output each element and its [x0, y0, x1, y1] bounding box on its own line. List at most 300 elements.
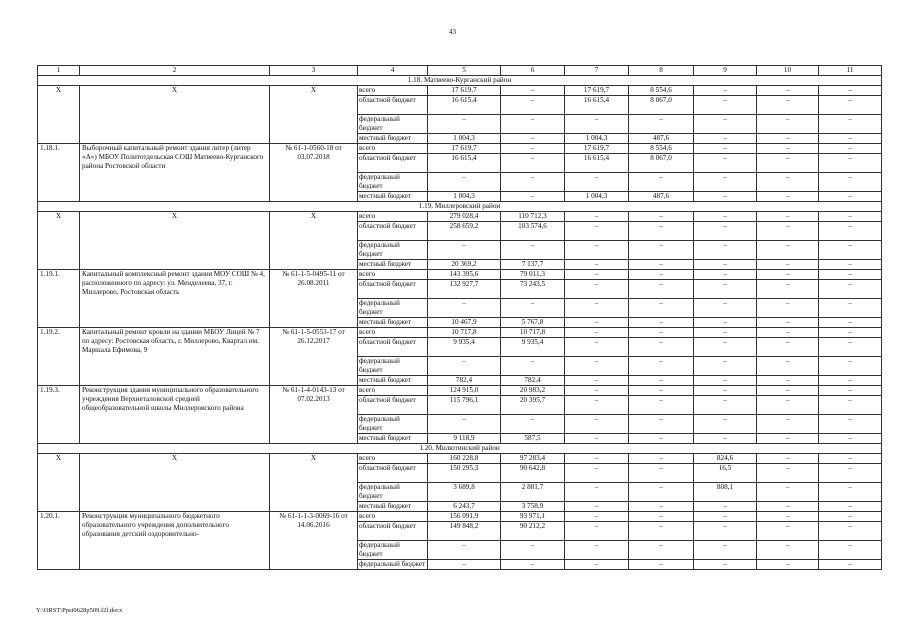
amount-cell: – — [694, 154, 757, 173]
amount-cell: – — [757, 434, 819, 444]
amount-cell: 7 137,7 — [501, 260, 565, 270]
amount-cell: 132 927,7 — [428, 280, 501, 299]
amount-cell: 587,5 — [501, 434, 565, 444]
amount-cell: – — [565, 415, 629, 434]
amount-cell: 279 028,4 — [428, 212, 501, 222]
amount-cell: – — [565, 260, 629, 270]
table-row — [38, 212, 882, 222]
amount-cell: – — [694, 502, 757, 512]
amount-cell: – — [629, 241, 694, 260]
object-name: Х — [80, 212, 270, 270]
amount-cell: – — [819, 134, 882, 144]
amount-cell: 808,1 — [694, 483, 757, 502]
amount-cell: 6 243,7 — [428, 502, 501, 512]
amount-cell: 16 615,4 — [565, 96, 629, 115]
amount-cell: 16,5 — [694, 464, 757, 483]
amount-cell: 8 067,0 — [629, 154, 694, 173]
amount-cell: – — [694, 541, 757, 560]
amount-cell: – — [819, 357, 882, 376]
amount-cell: – — [694, 241, 757, 260]
amount-cell: – — [819, 328, 882, 338]
amount-cell: – — [819, 173, 882, 192]
amount-cell: – — [565, 338, 629, 357]
amount-cell: – — [694, 192, 757, 202]
page-number: 43 — [449, 28, 456, 36]
section-title: 1.18. Матвеево-Курганский район — [38, 76, 882, 86]
amount-cell: – — [819, 260, 882, 270]
amount-cell: 17 619,7 — [428, 86, 501, 96]
amount-cell: – — [757, 212, 819, 222]
column-number: 10 — [757, 66, 819, 76]
amount-cell: – — [501, 415, 565, 434]
amount-cell: 20 395,7 — [501, 396, 565, 415]
amount-cell: 20 369,2 — [428, 260, 501, 270]
row-number: 1.19.1. — [38, 270, 80, 328]
amount-cell: – — [694, 357, 757, 376]
amount-cell: – — [565, 173, 629, 192]
amount-cell: – — [565, 318, 629, 328]
amount-cell: – — [565, 522, 629, 541]
amount-cell: – — [694, 560, 757, 570]
amount-cell: – — [501, 115, 565, 134]
amount-cell: – — [694, 386, 757, 396]
amount-cell: – — [757, 338, 819, 357]
amount-cell: – — [428, 541, 501, 560]
funding-category: федеральный бюджет — [358, 241, 428, 260]
amount-cell: – — [694, 512, 757, 522]
amount-cell: – — [757, 376, 819, 386]
expertise-document: № 61-1-5-0495-11 от 26.08.2011 — [270, 270, 358, 328]
amount-cell: – — [819, 241, 882, 260]
row-number: 1.19.2. — [38, 328, 80, 386]
amount-cell: – — [757, 415, 819, 434]
funding-category: областной бюджет — [358, 522, 428, 541]
amount-cell: – — [629, 222, 694, 241]
funding-category: всего — [358, 212, 428, 222]
amount-cell: – — [565, 396, 629, 415]
amount-cell: – — [694, 522, 757, 541]
amount-cell: 2 881,7 — [501, 483, 565, 502]
funding-category: федеральный бюджет — [358, 357, 428, 376]
amount-cell: – — [757, 512, 819, 522]
table-row — [38, 454, 882, 464]
funding-category: всего — [358, 512, 428, 522]
funding-category: областной бюджет — [358, 280, 428, 299]
amount-cell: – — [757, 192, 819, 202]
amount-cell: – — [501, 154, 565, 173]
funding-category: областной бюджет — [358, 96, 428, 115]
amount-cell: – — [565, 241, 629, 260]
row-number: Х — [38, 212, 80, 270]
amount-cell: – — [565, 454, 629, 464]
amount-cell: – — [757, 318, 819, 328]
amount-cell: – — [819, 560, 882, 570]
section-title-row — [38, 202, 882, 212]
amount-cell: – — [819, 280, 882, 299]
amount-cell: – — [629, 376, 694, 386]
amount-cell: – — [819, 115, 882, 134]
amount-cell: – — [565, 357, 629, 376]
amount-cell: 17 619,7 — [565, 144, 629, 154]
amount-cell: 9 935,4 — [428, 338, 501, 357]
amount-cell: – — [428, 415, 501, 434]
amount-cell: 9 935,4 — [501, 338, 565, 357]
funding-category: всего — [358, 328, 428, 338]
table-row — [38, 512, 882, 522]
object-name: Х — [80, 454, 270, 512]
amount-cell: – — [501, 241, 565, 260]
amount-cell: – — [694, 299, 757, 318]
amount-cell: – — [757, 144, 819, 154]
amount-cell: 156 091,9 — [428, 512, 501, 522]
amount-cell: – — [757, 357, 819, 376]
amount-cell: – — [819, 154, 882, 173]
amount-cell: – — [565, 512, 629, 522]
amount-cell: – — [565, 541, 629, 560]
amount-cell: – — [629, 454, 694, 464]
amount-cell: – — [428, 357, 501, 376]
amount-cell: – — [629, 483, 694, 502]
object-name: Реконструкция здания муниципального образовательного учреждения Верхнеталовской средней общеобразовательной школы Миллеровского района — [80, 386, 270, 444]
column-number: 8 — [629, 66, 694, 76]
amount-cell: – — [629, 115, 694, 134]
amount-cell: – — [819, 376, 882, 386]
expertise-document: № 61-1-0560-18 от 03.07.2018 — [270, 144, 358, 202]
amount-cell: – — [501, 357, 565, 376]
amount-cell: – — [757, 541, 819, 560]
amount-cell: – — [694, 270, 757, 280]
amount-cell: 782,4 — [501, 376, 565, 386]
amount-cell: – — [694, 328, 757, 338]
amount-cell: – — [629, 212, 694, 222]
amount-cell: – — [757, 464, 819, 483]
amount-cell: – — [629, 522, 694, 541]
row-number: 1.20.1. — [38, 512, 80, 570]
expertise-document: Х — [270, 86, 358, 144]
funding-category: федеральный бюджет — [358, 483, 428, 502]
amount-cell: – — [819, 192, 882, 202]
funding-category: областной бюджет — [358, 222, 428, 241]
amount-cell: – — [819, 512, 882, 522]
amount-cell: – — [501, 134, 565, 144]
amount-cell: – — [565, 270, 629, 280]
amount-cell: – — [819, 541, 882, 560]
amount-cell: – — [629, 280, 694, 299]
amount-cell: 160 228,8 — [428, 454, 501, 464]
amount-cell: – — [501, 299, 565, 318]
amount-cell: – — [565, 434, 629, 444]
amount-cell: – — [629, 464, 694, 483]
amount-cell: 149 848,2 — [428, 522, 501, 541]
funding-category: местный бюджет — [358, 260, 428, 270]
expertise-document: № 61-1-5-0553-17 от 26.12.2017 — [270, 328, 358, 386]
funding-category: федеральный бюджет — [358, 299, 428, 318]
amount-cell: – — [819, 396, 882, 415]
amount-cell: 3 758,9 — [501, 502, 565, 512]
amount-cell: – — [694, 415, 757, 434]
funding-category: местный бюджет — [358, 318, 428, 328]
funding-category: всего — [358, 454, 428, 464]
amount-cell: – — [565, 502, 629, 512]
amount-cell: – — [819, 415, 882, 434]
amount-cell: 20 983,2 — [501, 386, 565, 396]
amount-cell: – — [428, 173, 501, 192]
amount-cell: – — [757, 560, 819, 570]
object-name: Выборочный капитальный ремонт здания литер (литер «А») МБОУ Политотдельская СОШ Матвеево-Курганского района Ростовской области — [80, 144, 270, 202]
funding-category: федеральный бюджет — [358, 415, 428, 434]
amount-cell: 487,6 — [629, 192, 694, 202]
amount-cell: 10 717,8 — [428, 328, 501, 338]
table-row — [38, 270, 882, 280]
funding-category: федеральный бюджет — [358, 115, 428, 134]
amount-cell: – — [757, 483, 819, 502]
amount-cell: 103 574,6 — [501, 222, 565, 241]
amount-cell: – — [819, 96, 882, 115]
amount-cell: – — [501, 560, 565, 570]
amount-cell: – — [629, 502, 694, 512]
amount-cell: 90 642,8 — [501, 464, 565, 483]
row-number: 1.19.3. — [38, 386, 80, 444]
amount-cell: 10 467,9 — [428, 318, 501, 328]
amount-cell: – — [757, 96, 819, 115]
amount-cell: 17 619,7 — [428, 144, 501, 154]
amount-cell: – — [757, 522, 819, 541]
amount-cell: – — [501, 86, 565, 96]
amount-cell: – — [428, 115, 501, 134]
amount-cell: 1 004,3 — [565, 192, 629, 202]
amount-cell: – — [819, 86, 882, 96]
amount-cell: – — [629, 434, 694, 444]
amount-cell: – — [565, 386, 629, 396]
column-number: 9 — [694, 66, 757, 76]
funding-category: областной бюджет — [358, 396, 428, 415]
amount-cell: – — [819, 299, 882, 318]
amount-cell: 90 212,2 — [501, 522, 565, 541]
row-number: 1.18.1. — [38, 144, 80, 202]
amount-cell: 97 283,4 — [501, 454, 565, 464]
amount-cell: – — [694, 212, 757, 222]
amount-cell: 8 067,0 — [629, 96, 694, 115]
table-row — [38, 386, 882, 396]
amount-cell: – — [694, 96, 757, 115]
amount-cell: – — [565, 222, 629, 241]
footer-path: Y:\ORST\Ppsi0628p509.f2l.docx — [36, 607, 123, 614]
funding-category: местный бюджет — [358, 192, 428, 202]
amount-cell: 73 243,5 — [501, 280, 565, 299]
amount-cell: – — [757, 86, 819, 96]
amount-cell: – — [629, 260, 694, 270]
funding-category: всего — [358, 386, 428, 396]
amount-cell: – — [757, 270, 819, 280]
amount-cell: – — [757, 134, 819, 144]
funding-category: всего — [358, 270, 428, 280]
amount-cell: – — [757, 454, 819, 464]
amount-cell: 10 717,8 — [501, 328, 565, 338]
budget-table — [37, 65, 882, 570]
amount-cell: – — [757, 115, 819, 134]
object-name: Реконструкция муниципального бюджетного образовательного учреждения дополнительного образования детский оздоровительно- — [80, 512, 270, 570]
amount-cell: – — [819, 464, 882, 483]
amount-cell: – — [819, 454, 882, 464]
amount-cell: – — [428, 299, 501, 318]
funding-category: областной бюджет — [358, 464, 428, 483]
amount-cell: 1 004,3 — [428, 192, 501, 202]
amount-cell: – — [694, 338, 757, 357]
amount-cell: – — [629, 318, 694, 328]
amount-cell: – — [694, 134, 757, 144]
expertise-document: Х — [270, 212, 358, 270]
amount-cell: 782,4 — [428, 376, 501, 386]
funding-category: всего — [358, 86, 428, 96]
amount-cell: – — [694, 144, 757, 154]
funding-category: местный бюджет — [358, 376, 428, 386]
funding-category: федеральный бюджет — [358, 173, 428, 192]
amount-cell: – — [629, 357, 694, 376]
funding-category: федеральный бюджет — [358, 541, 428, 560]
amount-cell: – — [694, 434, 757, 444]
amount-cell: – — [629, 415, 694, 434]
amount-cell: – — [565, 560, 629, 570]
column-number-row — [38, 66, 882, 76]
amount-cell: 79 011,3 — [501, 270, 565, 280]
amount-cell: – — [757, 502, 819, 512]
amount-cell: – — [694, 86, 757, 96]
expertise-document: № 61-1-1-3-0069-16 от 14.06.2016 — [270, 512, 358, 570]
amount-cell: – — [694, 396, 757, 415]
amount-cell: – — [629, 173, 694, 192]
amount-cell: – — [629, 396, 694, 415]
amount-cell: – — [757, 154, 819, 173]
amount-cell: – — [757, 260, 819, 270]
amount-cell: 8 554,6 — [629, 144, 694, 154]
amount-cell: – — [819, 386, 882, 396]
amount-cell: – — [757, 280, 819, 299]
amount-cell: 17 619,7 — [565, 86, 629, 96]
amount-cell: – — [629, 270, 694, 280]
amount-cell: – — [819, 222, 882, 241]
object-name: Капитальный комплексный ремонт здания МОУ СОШ № 4, расположенного по адресу: ул. Менделеева, 37, г. Миллерово, Ростовская область — [80, 270, 270, 328]
expertise-document: № 61-1-4-0143-13 от 07.02.2013 — [270, 386, 358, 444]
amount-cell: – — [629, 386, 694, 396]
amount-cell: 9 118,9 — [428, 434, 501, 444]
amount-cell: 93 971,1 — [501, 512, 565, 522]
amount-cell: – — [694, 260, 757, 270]
amount-cell: – — [565, 212, 629, 222]
amount-cell: 487,6 — [629, 134, 694, 144]
amount-cell: 143 395,6 — [428, 270, 501, 280]
section-title-row — [38, 76, 882, 86]
amount-cell: 1 004,3 — [565, 134, 629, 144]
column-number: 5 — [428, 66, 501, 76]
column-number: 6 — [501, 66, 565, 76]
amount-cell: – — [629, 299, 694, 318]
amount-cell: – — [757, 241, 819, 260]
amount-cell: – — [501, 541, 565, 560]
amount-cell: – — [565, 483, 629, 502]
amount-cell: – — [694, 376, 757, 386]
amount-cell: – — [819, 522, 882, 541]
amount-cell: – — [565, 464, 629, 483]
amount-cell: – — [501, 96, 565, 115]
amount-cell: – — [694, 222, 757, 241]
amount-cell: – — [565, 280, 629, 299]
object-name: Х — [80, 86, 270, 144]
amount-cell: – — [694, 173, 757, 192]
funding-category: местный бюджет — [358, 434, 428, 444]
amount-cell: – — [565, 299, 629, 318]
amount-cell: – — [428, 560, 501, 570]
amount-cell: – — [501, 192, 565, 202]
amount-cell: – — [565, 328, 629, 338]
funding-category: областной бюджет — [358, 338, 428, 357]
amount-cell: 16 615,4 — [428, 96, 501, 115]
amount-cell: – — [501, 173, 565, 192]
amount-cell: – — [757, 328, 819, 338]
column-number: 1 — [38, 66, 80, 76]
amount-cell: – — [757, 396, 819, 415]
amount-cell: – — [757, 222, 819, 241]
funding-category: местный бюджет — [358, 502, 428, 512]
amount-cell: – — [757, 299, 819, 318]
funding-category: федеральный бюджет — [358, 560, 428, 570]
amount-cell: 16 615,4 — [565, 154, 629, 173]
amount-cell: – — [757, 173, 819, 192]
amount-cell: – — [629, 512, 694, 522]
amount-cell: – — [629, 338, 694, 357]
object-name: Капитальный ремонт кровли на здании МБОУ Лицей № 7 по адресу: Ростовская область, г. Миллерово, Квартал им. Маршала Ефимова, 9 — [80, 328, 270, 386]
column-number: 11 — [819, 66, 882, 76]
amount-cell: – — [819, 318, 882, 328]
amount-cell: – — [694, 280, 757, 299]
amount-cell: – — [819, 502, 882, 512]
amount-cell: 150 295,3 — [428, 464, 501, 483]
expertise-document: Х — [270, 454, 358, 512]
amount-cell: 110 712,3 — [501, 212, 565, 222]
funding-category: местный бюджет — [358, 134, 428, 144]
amount-cell: 16 615,4 — [428, 154, 501, 173]
column-number: 3 — [270, 66, 358, 76]
amount-cell: 8 554,6 — [629, 86, 694, 96]
amount-cell: – — [565, 376, 629, 386]
amount-cell: – — [428, 241, 501, 260]
amount-cell: – — [565, 115, 629, 134]
table-row — [38, 86, 882, 96]
amount-cell: – — [694, 115, 757, 134]
section-title-row — [38, 444, 882, 454]
amount-cell: – — [757, 386, 819, 396]
amount-cell: – — [629, 560, 694, 570]
amount-cell: – — [819, 434, 882, 444]
funding-category: областной бюджет — [358, 154, 428, 173]
amount-cell: 124 915,0 — [428, 386, 501, 396]
amount-cell: – — [819, 270, 882, 280]
amount-cell: – — [819, 212, 882, 222]
table-row — [38, 144, 882, 154]
amount-cell: – — [629, 541, 694, 560]
column-number: 7 — [565, 66, 629, 76]
amount-cell: – — [819, 338, 882, 357]
amount-cell: – — [819, 144, 882, 154]
row-number: Х — [38, 454, 80, 512]
amount-cell: 258 659,2 — [428, 222, 501, 241]
amount-cell: 1 004,3 — [428, 134, 501, 144]
table-row — [38, 328, 882, 338]
amount-cell: – — [694, 318, 757, 328]
amount-cell: 3 689,8 — [428, 483, 501, 502]
amount-cell: 824,6 — [694, 454, 757, 464]
amount-cell: – — [819, 483, 882, 502]
column-number: 4 — [358, 66, 428, 76]
